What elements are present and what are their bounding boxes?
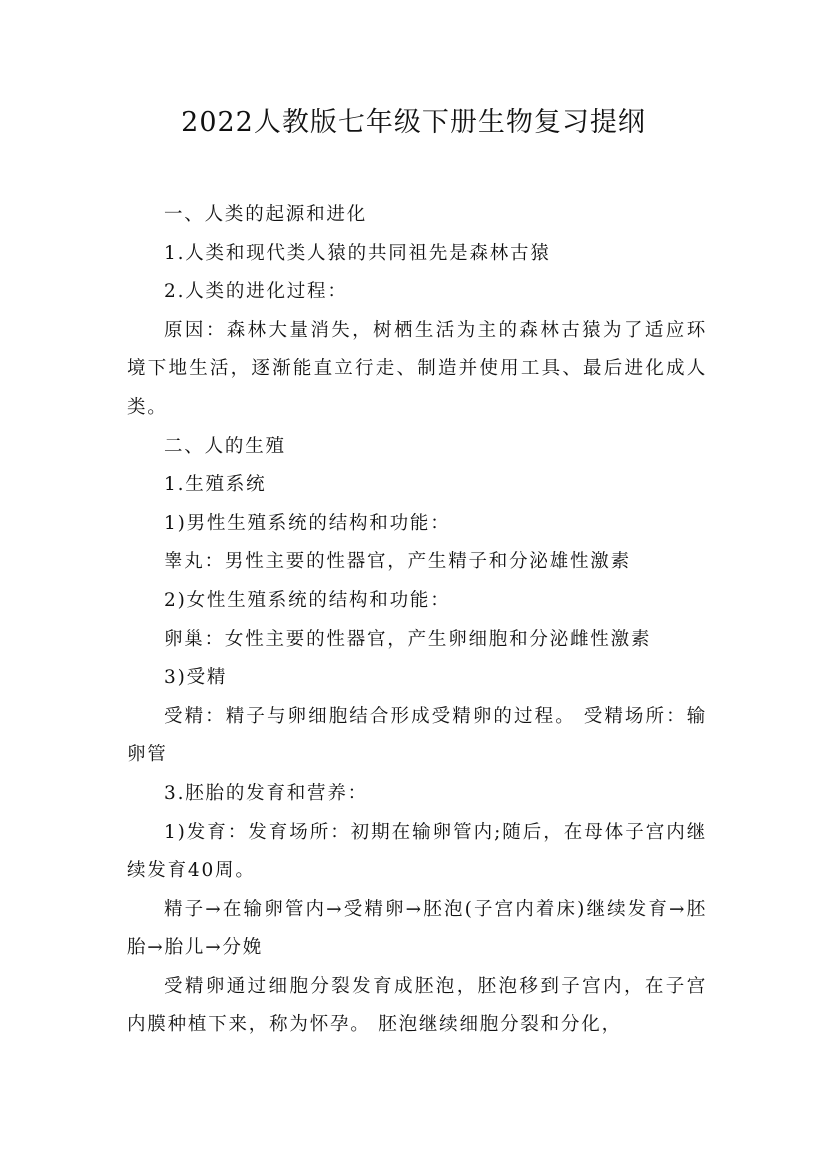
paragraph-reproductive-system: 1.生殖系统 [164, 474, 267, 496]
paragraph-pregnancy: 受精卵通过细胞分裂发育成胚泡，胚泡移到子宫内，在子宫内膜种植下来，称为怀孕。 胚泡继续细胞分裂和分化， [127, 975, 707, 1036]
paragraph-evolution-cause: 原因：森林大量消失，树栖生活为主的森林古猿为了适应环境下地生活，逐渐能直立行走、制造并使用工具、最后进化成人类。 [127, 319, 707, 418]
document-title: 2022人教版七年级下册生物复习提纲 [181, 107, 646, 138]
paragraph-fertilization-heading: 3)受精 [164, 667, 228, 689]
paragraph-common-ancestor: 1.人类和现代类人猿的共同祖先是森林古猿 [164, 242, 551, 264]
paragraph-embryo-heading: 3.胚胎的发育和营养： [164, 782, 368, 804]
section-heading-origin: 一、人类的起源和进化 [164, 204, 368, 225]
paragraph-male-system: 1)男性生殖系统的结构和功能： [164, 512, 451, 534]
paragraph-female-system: 2)女性生殖系统的结构和功能： [164, 589, 451, 611]
section-heading-reproduction: 二、人的生殖 [164, 435, 286, 457]
paragraph-development: 1)发育：发育场所：初期在输卵管内;随后，在母体子宫内继续发育40周。 [127, 821, 707, 882]
paragraph-ovary: 卵巢：女性主要的性器官，产生卵细胞和分泌雌性激素 [164, 628, 652, 650]
paragraph-testis: 睾丸：男性主要的性器官，产生精子和分泌雄性激素 [164, 551, 631, 573]
paragraph-fertilization: 受精：精子与卵细胞结合形成受精卵的过程。 受精场所：输卵管 [127, 705, 707, 766]
paragraph-evolution-process: 2.人类的进化过程： [164, 281, 348, 303]
document-body [127, 196, 707, 1045]
paragraph-development-sequence: 精子→在输卵管内→受精卵→胚泡(子宫内着床)继续发育→胚胎→胎儿→分娩 [127, 898, 707, 959]
